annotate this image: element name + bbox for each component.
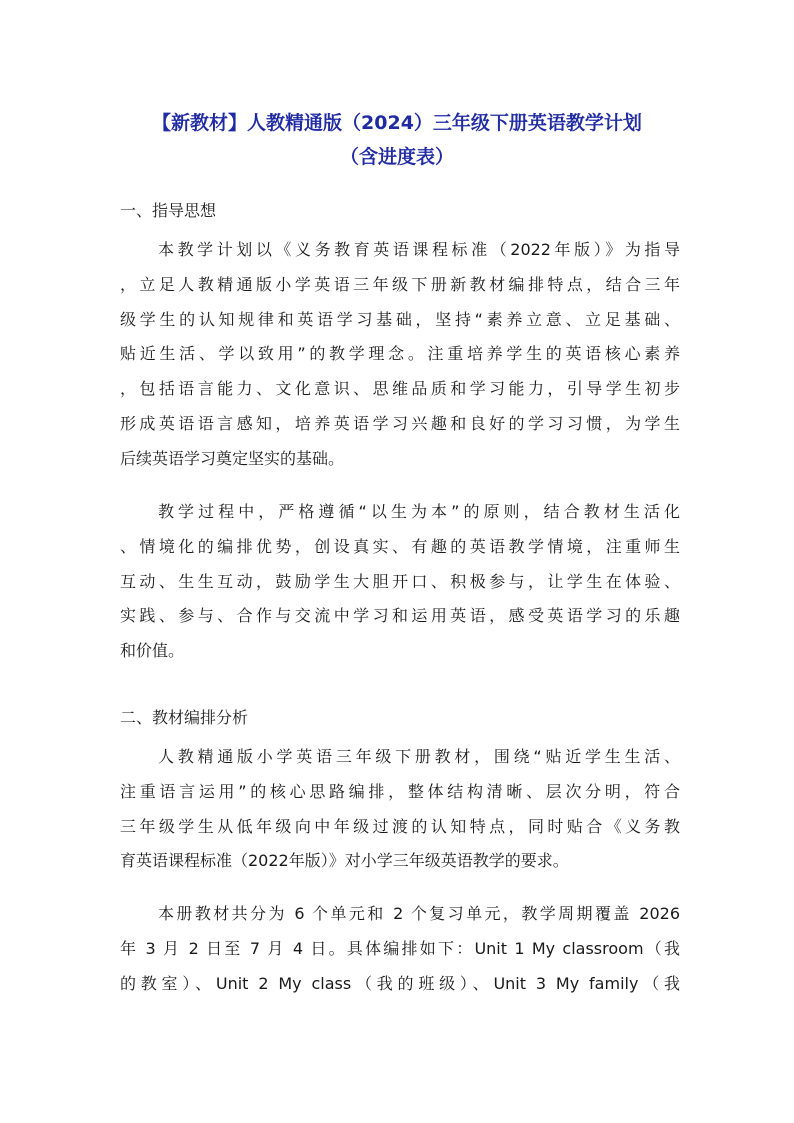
paragraph-line: 互动、生生互动，鼓励学生大胆开口、积极参与，让学生在体验、 — [120, 571, 680, 591]
paragraph — [120, 233, 680, 477]
paragraph-line: 人教精通版小学英语三年级下册教材，围绕“贴近学生生活、 — [158, 747, 680, 766]
section-heading-textbook-analysis: 二、教材编排分析 — [120, 708, 249, 727]
paragraph-line: 本册教材共分为 6 个单元和 2 个复习单元，教学周期覆盖 2026 — [158, 904, 680, 923]
paragraph-line: 本教学计划以《义务教育英语课程标准（2022年版）》为指导 — [158, 240, 680, 259]
paragraph — [120, 740, 680, 879]
paragraph-line: 实践、参与、合作与交流中学习和运用英语，感受英语学习的乐趣 — [120, 606, 680, 626]
paragraph-line: 教学过程中，严格遵循“以生为本”的原则，结合教材生活化 — [158, 502, 680, 521]
paragraph-line: 、情境化的编排优势，创设真实、有趣的英语教学情境，注重师生 — [120, 536, 680, 556]
paragraph — [120, 897, 680, 1001]
paragraph-line: 和价值。 — [120, 641, 185, 661]
paragraph — [120, 495, 680, 669]
paragraph-line: 后续英语学习奠定坚实的基础。 — [120, 448, 345, 468]
paragraph-line: ，立足人教精通版小学英语三年级下册新教材编排特点，结合三年 — [120, 274, 680, 294]
paragraph-line: 注重语言运用”的核心思路编排，整体结构清晰、层次分明，符合 — [120, 781, 680, 801]
paragraph-line: 贴近生活、学以致用”的教学理念。注重培养学生的英语核心素养 — [120, 344, 680, 364]
paragraph-line: 三年级学生从低年级向中年级过渡的认知特点，同时贴合《义务教 — [120, 816, 680, 836]
paragraph-line: 育英语课程标准（2022年版）》对小学三年级英语教学的要求。 — [120, 851, 569, 871]
section-heading-guiding-ideology: 一、指导思想 — [120, 201, 217, 220]
document-title — [100, 106, 694, 174]
paragraph-line: ，包括语言能力、文化意识、思维品质和学习能力，引导学生初步 — [120, 379, 680, 399]
paragraph-line: 级学生的认知规律和英语学习基础，坚持“素养立意、立足基础、 — [120, 309, 680, 329]
title-line-1: 【新教材】人教精通版（2024）三年级下册英语教学计划 — [152, 112, 642, 134]
title-line-2: （含进度表） — [339, 146, 454, 168]
paragraph-line: 形成英语语言感知，培养英语学习兴趣和良好的学习习惯，为学生 — [120, 413, 680, 433]
paragraph-line: 的教室）、Unit 2 My class（我的班级）、Unit 3 My family（我 — [120, 973, 680, 993]
paragraph-line: 年 3 月 2 日至 7 月 4 日。具体编排如下：Unit 1 My classroom（我 — [120, 938, 680, 958]
